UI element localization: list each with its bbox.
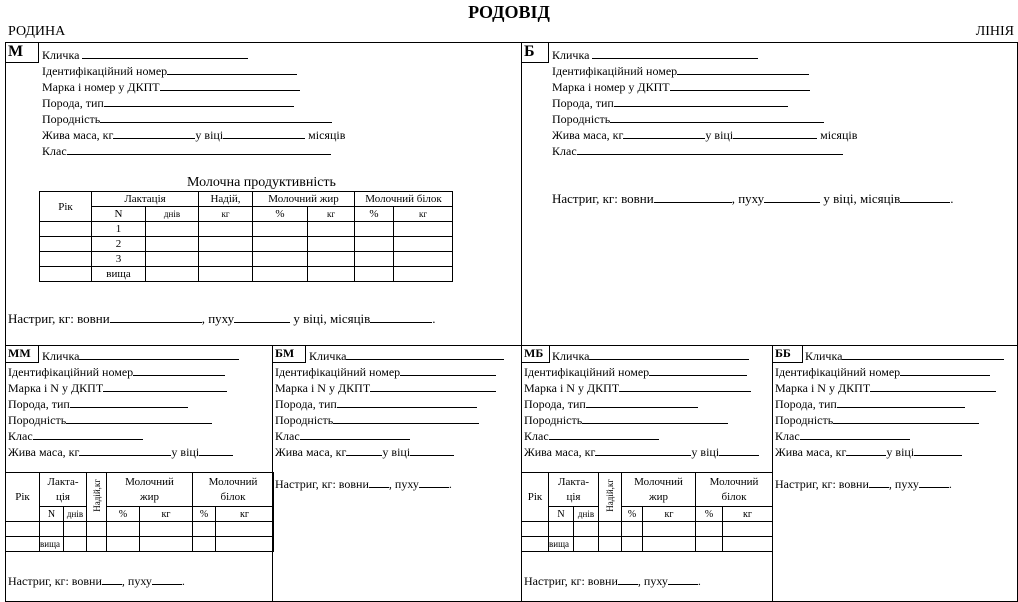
father-tag: Б xyxy=(522,43,549,63)
bm-shear-down-label: , пуху xyxy=(388,477,419,491)
mm-breeding-line xyxy=(8,412,212,427)
line-label: ЛІНІЯ xyxy=(975,24,1014,39)
mother-weight-line xyxy=(42,127,345,142)
father-breeding-line xyxy=(552,111,824,126)
bm-shear-label: Настриг, кг: вовни xyxy=(275,477,369,491)
mb-shear-line: Настриг, кг: вовни , пуху . xyxy=(524,574,701,588)
mb-nickname-line xyxy=(552,348,749,363)
n-header: N xyxy=(92,207,146,222)
mm-fat-kg-header: кг xyxy=(140,507,193,522)
father-shear-down-label: , пуху xyxy=(731,191,765,206)
bm-shear-line: Настриг, кг: вовни , пуху . xyxy=(275,477,452,491)
year-header: Рік xyxy=(40,192,92,222)
mm-id-line xyxy=(8,364,225,379)
mb-fat-kg-header: кг xyxy=(643,507,696,522)
paternal-grandmother-section xyxy=(521,345,773,602)
maternal-grandmother-section xyxy=(5,345,273,602)
bb-weight-label: Жива маса, кг xyxy=(775,445,847,459)
bm-mark-label: Марка і N у ДКПТ xyxy=(275,381,371,395)
bb-nickname-line xyxy=(805,348,1004,363)
mb-weight-line xyxy=(524,444,759,459)
mm-breeding-label: Породність xyxy=(8,413,67,427)
mm-breed-line xyxy=(8,396,188,411)
mb-protein-kg-header: кг xyxy=(723,507,773,522)
father-mark-label: Марка і номер у ДКПТ xyxy=(552,80,670,94)
bb-shear-label: Настриг, кг: вовни xyxy=(775,477,869,491)
bb-weight-line xyxy=(775,444,962,459)
mother-nickname-label: Кличка xyxy=(42,48,80,62)
page-title: РОДОВІД xyxy=(468,2,550,22)
father-breed-label: Порода, тип xyxy=(552,96,614,110)
mother-id-label: Ідентифікаційний номер xyxy=(42,64,168,78)
mother-nickname-line xyxy=(42,47,248,62)
bm-weight-label: Жива маса, кг xyxy=(275,445,347,459)
mb-production-table xyxy=(521,472,773,552)
mother-shear-age-label: у віці, місяців xyxy=(293,311,371,326)
table-row: 2 xyxy=(40,237,453,252)
protein-kg-header: кг xyxy=(394,207,453,222)
bb-tag: ББ xyxy=(773,346,803,363)
mother-breed-line xyxy=(42,95,294,110)
yield-header: Надій, xyxy=(199,192,253,207)
mm-id-label: Ідентифікаційний номер xyxy=(8,365,134,379)
mm-protein-pct-header: % xyxy=(193,507,216,522)
mm-production-table xyxy=(5,472,274,552)
mother-shear-label: Настриг, кг: вовни xyxy=(8,311,110,326)
bb-shear-line: Настриг, кг: вовни , пуху . xyxy=(775,477,952,491)
bb-breeding-line xyxy=(775,412,979,427)
mb-year-header: Рік xyxy=(522,473,549,522)
father-shear-label: Настриг, кг: вовни xyxy=(552,191,654,206)
mother-weight-label: Жива маса, кг xyxy=(42,128,114,142)
mb-tag: МБ xyxy=(522,346,550,363)
mother-breeding-label: Породність xyxy=(42,112,101,126)
mb-age-label: у віці xyxy=(691,445,720,459)
bm-breeding-line xyxy=(275,412,479,427)
mm-protein-header: Молочний білок xyxy=(193,473,274,507)
father-nickname-label: Кличка xyxy=(552,48,590,62)
table-row xyxy=(522,522,773,537)
mm-weight-line xyxy=(8,444,233,459)
mb-breed-line xyxy=(524,396,698,411)
mb-breeding-label: Породність xyxy=(524,413,583,427)
bb-id-line xyxy=(775,364,990,379)
mb-shear-down-label: , пуху xyxy=(637,574,668,588)
mother-shear-line: Настриг, кг: вовни , пуху у віці, місяців . xyxy=(8,311,436,326)
mb-fat-header: Молочний жир xyxy=(622,473,696,507)
father-nickname-line xyxy=(552,47,758,62)
mm-nickname-line xyxy=(42,348,239,363)
mb-protein-header: Молочний білок xyxy=(696,473,773,507)
mm-shear-label: Настриг, кг: вовни xyxy=(8,574,102,588)
mm-fat-pct-header: % xyxy=(107,507,140,522)
bm-class-label: Клас xyxy=(275,429,300,443)
mm-year-header: Рік xyxy=(6,473,40,522)
bm-mark-line xyxy=(275,380,496,395)
mm-n-header: N xyxy=(40,507,64,522)
lactation-header: Лактація xyxy=(92,192,199,207)
production-table xyxy=(39,191,453,282)
bb-mark-label: Марка і N у ДКПТ xyxy=(775,381,871,395)
fat-header: Молочний жир xyxy=(253,192,355,207)
mm-shear-line: Настриг, кг: вовни , пуху . xyxy=(8,574,185,588)
bb-shear-down-label: , пуху xyxy=(888,477,919,491)
protein-header: Молочний білок xyxy=(355,192,453,207)
table-row xyxy=(6,522,274,537)
bm-age-label: у віці xyxy=(382,445,411,459)
father-age-label: у віці xyxy=(705,128,734,142)
father-mark-line xyxy=(552,79,810,94)
father-id-label: Ідентифікаційний номер xyxy=(552,64,678,78)
mm-mark-line xyxy=(8,380,227,395)
mb-mark-line xyxy=(524,380,751,395)
mother-tag: М xyxy=(6,43,39,63)
mb-lactation-header: Лакта- ція xyxy=(549,473,599,507)
mm-lactation-header: Лакта- ція xyxy=(40,473,87,507)
father-section xyxy=(521,42,1018,346)
mb-breeding-line xyxy=(524,412,728,427)
table-row: 1 xyxy=(40,222,453,237)
table-row: 3 xyxy=(40,252,453,267)
father-id-line xyxy=(552,63,809,78)
mb-mark-label: Марка і N у ДКПТ xyxy=(524,381,620,395)
bb-breeding-label: Породність xyxy=(775,413,834,427)
father-shear-age-label: у віці, місяців xyxy=(823,191,901,206)
mm-class-line xyxy=(8,428,143,443)
mb-shear-label: Настриг, кг: вовни xyxy=(524,574,618,588)
mother-age-label: у віці xyxy=(195,128,224,142)
bb-class-line xyxy=(775,428,910,443)
bm-breed-label: Порода, тип xyxy=(275,397,337,411)
mm-shear-down-label: , пуху xyxy=(121,574,152,588)
bb-breed-line xyxy=(775,396,965,411)
fat-pct-header: % xyxy=(253,207,308,222)
bb-class-label: Клас xyxy=(775,429,800,443)
table-row: вища xyxy=(6,537,274,552)
mother-class-label: Клас xyxy=(42,144,67,158)
production-heading: Молочна продуктивність xyxy=(187,175,336,190)
days-header: днів xyxy=(146,207,199,222)
mb-class-line xyxy=(524,428,659,443)
bb-mark-line xyxy=(775,380,996,395)
mm-yield-header: Надій,кг xyxy=(87,473,107,522)
father-shear-line: Настриг, кг: вовни , пуху у віці, місяців . xyxy=(552,191,954,206)
maternal-grandfather-section xyxy=(272,345,522,602)
mm-protein-kg-header: кг xyxy=(216,507,274,522)
bb-id-label: Ідентифікаційний номер xyxy=(775,365,901,379)
mm-breed-label: Порода, тип xyxy=(8,397,70,411)
mm-fat-header: Молочний жир xyxy=(107,473,193,507)
mother-mark-line xyxy=(42,79,300,94)
bb-age-label: у віці xyxy=(886,445,915,459)
mb-yield-header: Надій,кг xyxy=(599,473,622,522)
mother-shear-down-label: , пуху xyxy=(201,311,235,326)
yield-unit-header: кг xyxy=(199,207,253,222)
father-breeding-label: Породність xyxy=(552,112,611,126)
mb-days-header: днів xyxy=(574,507,599,522)
father-class-line xyxy=(552,143,843,158)
family-label: РОДИНА xyxy=(8,24,66,39)
bm-weight-line xyxy=(275,444,454,459)
mb-nickname-label: Кличка xyxy=(552,349,590,363)
table-row: вища xyxy=(522,537,773,552)
mother-class-line xyxy=(42,143,331,158)
fat-kg-header: кг xyxy=(308,207,355,222)
mm-nickname-label: Кличка xyxy=(42,349,80,363)
bm-id-label: Ідентифікаційний номер xyxy=(275,365,401,379)
protein-pct-header: % xyxy=(355,207,394,222)
mm-mark-label: Марка і N у ДКПТ xyxy=(8,381,104,395)
mother-breeding-line xyxy=(42,111,332,126)
mm-class-label: Клас xyxy=(8,429,33,443)
mb-protein-pct-header: % xyxy=(696,507,723,522)
bb-breed-label: Порода, тип xyxy=(775,397,837,411)
bm-nickname-label: Кличка xyxy=(309,349,347,363)
mother-id-line xyxy=(42,63,297,78)
mb-weight-label: Жива маса, кг xyxy=(524,445,596,459)
mb-id-label: Ідентифікаційний номер xyxy=(524,365,650,379)
mb-fat-pct-header: % xyxy=(622,507,643,522)
mm-weight-label: Жива маса, кг xyxy=(8,445,80,459)
bm-tag: БМ xyxy=(273,346,306,363)
mb-breed-label: Порода, тип xyxy=(524,397,586,411)
mother-mark-label: Марка і номер у ДКПТ xyxy=(42,80,160,94)
mm-days-header: днів xyxy=(64,507,87,522)
table-row: вища xyxy=(40,267,453,282)
father-months-label: місяців xyxy=(820,128,858,142)
paternal-grandfather-section xyxy=(772,345,1018,602)
mother-section xyxy=(5,42,522,346)
father-weight-label: Жива маса, кг xyxy=(552,128,624,142)
bm-breeding-label: Породність xyxy=(275,413,334,427)
bm-breed-line xyxy=(275,396,477,411)
mother-months-label: місяців xyxy=(308,128,346,142)
mb-class-label: Клас xyxy=(524,429,549,443)
bb-nickname-label: Кличка xyxy=(805,349,843,363)
bm-id-line xyxy=(275,364,496,379)
mm-age-label: у віці xyxy=(171,445,200,459)
father-breed-line xyxy=(552,95,788,110)
father-weight-line xyxy=(552,127,857,142)
bm-class-line xyxy=(275,428,410,443)
mother-breed-label: Порода, тип xyxy=(42,96,104,110)
mb-n-header: N xyxy=(549,507,574,522)
bm-nickname-line xyxy=(309,348,504,363)
mm-tag: ММ xyxy=(6,346,39,363)
mb-id-line xyxy=(524,364,747,379)
father-class-label: Клас xyxy=(552,144,577,158)
